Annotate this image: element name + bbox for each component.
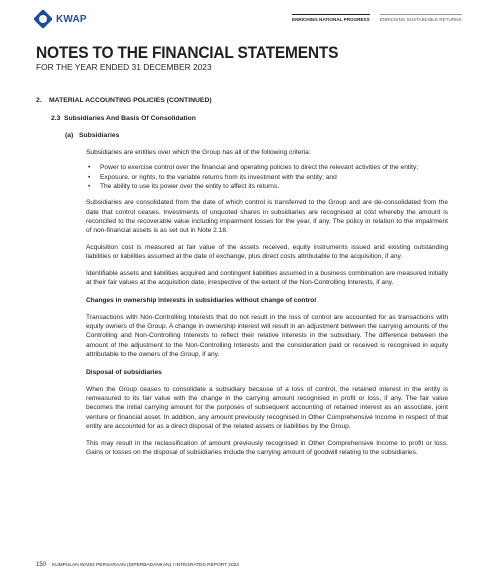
logo-text: KWAP <box>56 13 87 25</box>
disposal-heading: Disposal of subsidiaries <box>86 369 162 377</box>
section-title: MATERIAL ACCOUNTING POLICIES (CONTINUED) <box>49 97 212 104</box>
tab-enriching-national-progress[interactable]: ENRICHING NATIONAL PROGRESS <box>292 14 370 22</box>
paragraph: Subsidiaries are consolidated from the date of which control is transferred to the Group and are de-consolidated from the date that control ceases. Investments of unquoted shares in subsidiaries are recognised at cost whereby the amount is reconciled to the recoverable value including impairment losses for the year, if any. The policy in relation to the impairment of non-financial assets is as set out in Note 2.18. <box>86 199 448 235</box>
criteria-list <box>86 163 448 191</box>
list-item: • The ability to use its power over the entity to affect its returns. <box>86 182 448 191</box>
subsection-number: 2.3 <box>51 114 61 122</box>
subsubsection-number: (a) <box>65 132 74 140</box>
tab-enriching-sustainable-returns[interactable]: ENRICHING SUSTAINABLE RETURNS <box>380 14 462 22</box>
page-number: 150 <box>36 562 47 568</box>
paragraph: Acquisition cost is measured at fair value of the assets received, equity instruments issued and existing outstanding liabilities or liabilities assumed at the date of exchange, plus direct costs attributable to the acquisition, if any. <box>86 243 448 261</box>
page-subtitle: FOR THE YEAR ENDED 31 DECEMBER 2023 <box>36 62 212 72</box>
paragraph: This may result in the reclassification of amount previously recognised in Other Comprehensive Income to profit or loss. Gains or losses on the disposal of subsidiaries include the carrying amount of goodwill relating to the subsidiaries. <box>86 439 448 456</box>
section-number: 2. <box>36 97 42 104</box>
paragraph: Transactions with Non-Controlling Interests that do not result in the loss of control are accounted for as transactions with equity owners of the Group. A change in ownership interest will result in an adjustment between the carrying amounts of the Controlling and Non-Controlling Interests to reflect their relative interests in the subsidiary. The difference between the amount of the adjustment to the Non-Controlling Interests and the consideration paid or received is recognised in equity attributable to the owners of the Group, if any. <box>86 313 448 359</box>
header-tabs <box>292 14 462 22</box>
kwap-logo <box>36 12 87 26</box>
subsection-title: Subsidiaries And Basis Of Consolidation <box>64 114 196 122</box>
page-footer <box>36 562 239 568</box>
list-item: • Exposure, or rights, to the variable returns from its investment with the entity; and <box>86 173 448 182</box>
list-item: • Power to exercise control over the financial and operating policies to direct the relevant activities of the entity; <box>86 163 448 172</box>
body-text <box>86 148 448 457</box>
kwap-logo-icon <box>33 9 53 29</box>
subsubsection-title: Subsidiaries <box>79 132 120 140</box>
paragraph: Subsidiaries are entities over which the Group has all of the following criteria: <box>86 148 311 156</box>
section-heading <box>36 96 448 106</box>
footer-text: KUMPULAN WANG PERSARAAN (DIPERBADANKAN) I INTEGRATED REPORT 2023 <box>52 563 239 568</box>
ownership-changes-heading: Changes in ownership interests in subsidiaries without change of control <box>86 297 317 305</box>
paragraph: Identifiable assets and liabilities acquired and contingent liabilities assumed in a business combination are measured initially at their fair values at the acquisition date, irrespective of the extent of the Non-Controlling Interests, if any. <box>86 269 448 286</box>
notes-content <box>36 96 448 457</box>
subsubsection-heading <box>65 131 448 141</box>
page-title: NOTES TO THE FINANCIAL STATEMENTS <box>36 44 339 63</box>
paragraph: When the Group ceases to consolidate a subsidiary because of a loss of control, the retained interest in the entity is remeasured to its fair value with the change in the carrying amount recognised in profit or loss, if any. The fair value becomes the initial carrying amount for the purposes of subsequent accounting of retained interest as an associate, joint venture or financial asset. In addition, any amount previously recognised in Other Comprehensive Income in respect of that entity are accounted for as a direct disposal of the related assets or liabilities by the Group. <box>86 385 448 431</box>
subsection-heading <box>51 114 448 124</box>
